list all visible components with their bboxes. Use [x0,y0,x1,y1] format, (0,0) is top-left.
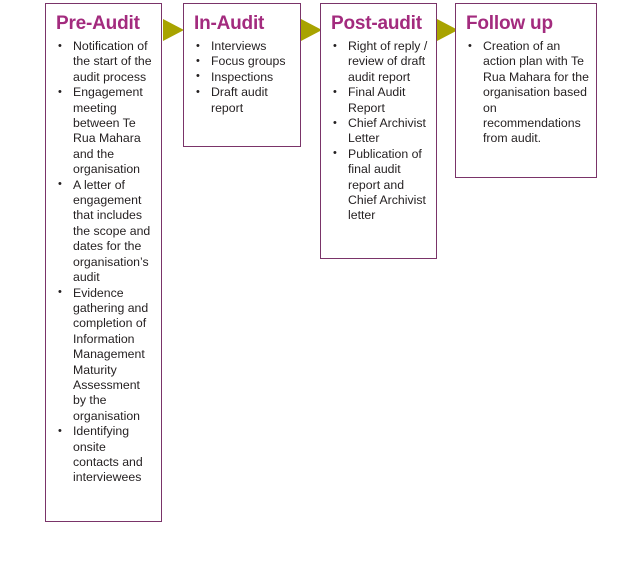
bullet-list-follow-up [456,39,596,147]
stage-title-post-audit: Post-audit [331,13,422,34]
list-item: • Right of reply / review of draft audit report [331,39,430,85]
stage-title-pre-audit: Pre-Audit [56,13,140,34]
bullet-list-pre-audit [46,39,161,486]
list-item: • A letter of engagement that includes the scope and dates for the organisation’s audit [56,178,155,286]
list-item: • Publication of final audit report and Chief Archivist letter [331,147,430,224]
list-item: • Engagement meeting between Te Rua Mahara and the organisation [56,85,155,177]
bullet-list-post-audit [321,39,436,224]
list-item: • Identifying onsite contacts and interviewees [56,424,155,486]
list-item: • Inspections [194,70,294,85]
list-item: • Creation of an action plan with Te Rua Mahara for the organisation based on recommendations from audit. [466,39,590,147]
bullet-list-in-audit [184,39,300,116]
list-item: • Final Audit Report [331,85,430,116]
stage-title-in-audit: In-Audit [194,13,265,34]
stage-box-pre-audit [45,3,162,522]
stage-box-follow-up [455,3,597,178]
stage-box-post-audit [320,3,437,259]
list-item: • Chief Archivist Letter [331,116,430,147]
list-item: • Draft audit report [194,85,294,116]
list-item: • Evidence gathering and completion of Information Management Maturity Assessment by the organisation [56,286,155,425]
stage-title-follow-up: Follow up [466,13,553,34]
list-item: • Focus groups [194,54,294,69]
arrow-right-icon-pre-to-in [163,19,184,41]
arrow-right-icon-in-to-post [301,19,322,41]
list-item: • Interviews [194,39,294,54]
stage-box-in-audit [183,3,301,147]
list-item: • Notification of the start of the audit process [56,39,155,85]
